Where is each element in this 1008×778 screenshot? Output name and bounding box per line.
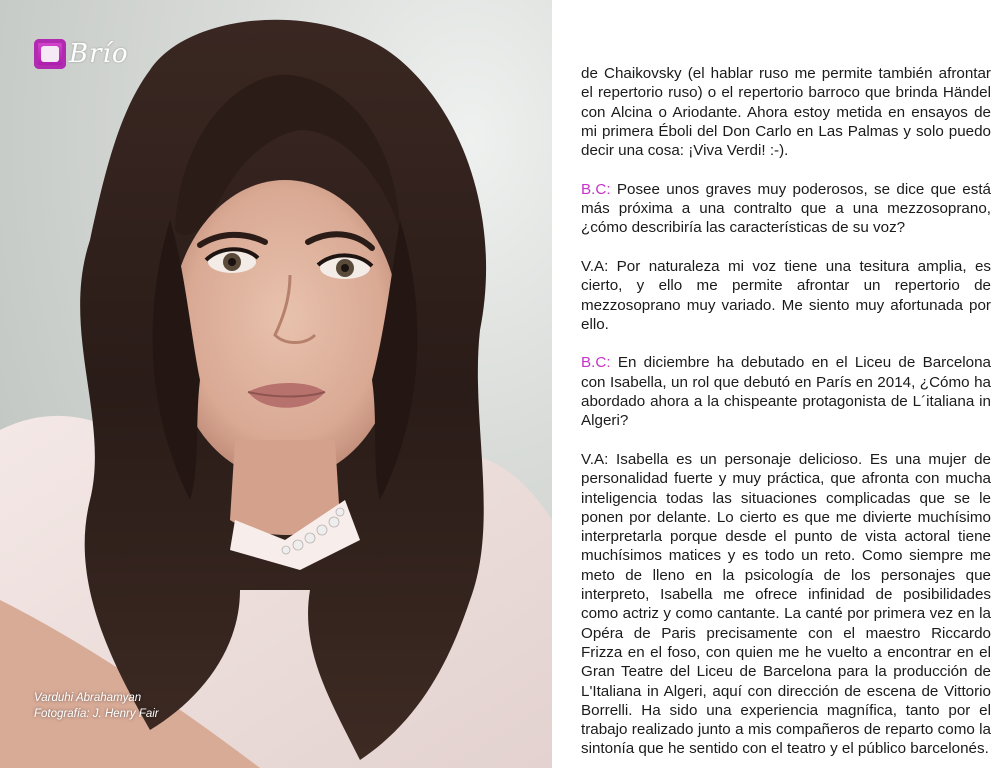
speaker-label: B.C: (581, 180, 611, 198)
article-paragraph (581, 257, 991, 334)
photo-caption (34, 690, 159, 722)
article-text-column (581, 64, 991, 778)
paragraph-text: Posee unos graves muy poderosos, se dice que está más próxima a una contralto que a una mezzosoprano, ¿cómo describiría las características de su voz? (581, 180, 991, 237)
speaker-label: B.C: (581, 354, 611, 372)
paragraph-text: de Chaikovsky (el hablar ruso me permite también afrontar el repertorio ruso) o el repertorio barroco que brinda Händel con Alcina o Ariodante. Ahora estoy metida en ensayos de mi primera Éboli del Don Carlo en Las Palmas y solo puedo decir una cosa: ¡Viva Verdi! :-). (581, 65, 991, 160)
article-paragraph (581, 353, 991, 430)
paragraph-text: V.A: Por naturaleza mi voz tiene una tesitura amplia, es cierto, y ello me permite afrontar un repertorio de mezzosoprano muy variado. Me siento muy afortunada por ello. (581, 257, 991, 333)
brio-logo (34, 36, 129, 72)
logo-text: Brío (69, 39, 129, 69)
article-paragraph (581, 450, 991, 759)
paragraph-text: En diciembre ha debutado en el Liceu de Barcelona con Isabella, un rol que debutó en París en 2014, ¿Cómo ha abordado ahora a la chispeante protagonista de L´italiana in Algeri? (581, 354, 991, 430)
caption-photo-credit: Fotografía: J. Henry Fair (34, 708, 159, 720)
article-paragraph (581, 180, 991, 238)
paragraph-text: V.A: Isabella es un personaje delicioso. Es una mujer de personalidad fuerte y muy práctica, que afronta con mucha inteligencia todas las situaciones complicadas que se le ponen por delante. Lo cierto es que me divierte muchísimo interpretarla porque desde el punto de vista actoral tiene muchísimos matices y es todo un reto. Como siempre me meto de lleno en la psicología de los personajes que interpreto, Isabella me ofrece infinidad de posibilidades como actriz y como cantante. La canté por primera vez en la Opéra de Paris precisamente con el maestro Riccardo Frizza en el foso, con quien me he vuelto a encontrar en el Gran Teatre del Liceu de Barcelona para la producción de L'Italiana in Algeri, aquí con dirección de escena de Vittorio Borrelli. Ha sido una experiencia magnífica, tanto por el trabajo realizado junto a mis compañeros de reparto como la sintonía que he sentido con el teatro y el público barcelonés. (581, 450, 991, 758)
article-paragraph (581, 64, 991, 160)
caption-subject-name: Varduhi Abrahamyan (34, 692, 142, 704)
logo-mark-icon (34, 39, 66, 69)
